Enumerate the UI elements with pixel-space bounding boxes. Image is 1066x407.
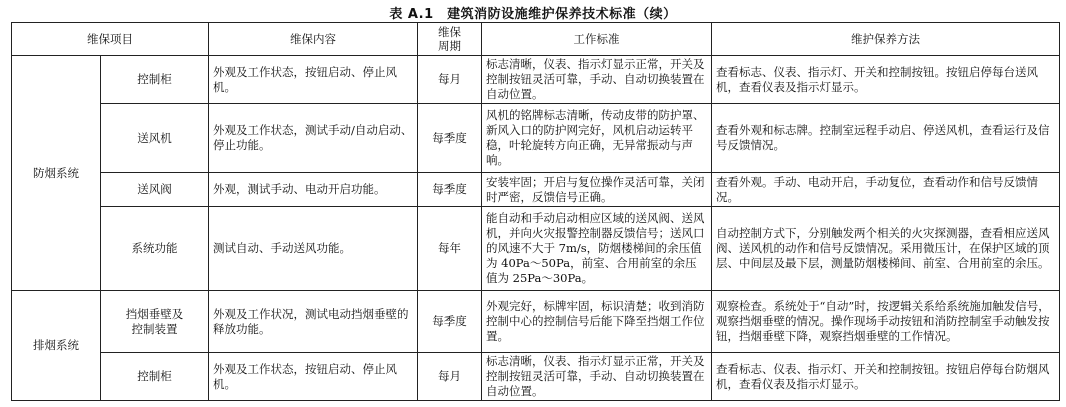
standard-cell: 外观完好，标牌牢固，标识清楚；收到消防控制中心的控制信号后能下降至挡烟工作位置。 [482, 291, 712, 353]
method-cell: 查看外观和标志牌。控制室远程手动启、停送风机，查看运行及信号反馈情况。 [712, 104, 1060, 173]
table-row [12, 56, 1060, 104]
table-caption: 表 A.1 建筑消防设施维护保养技术标准（续） [389, 7, 677, 22]
header-method: 维护保养方法 [712, 23, 1060, 56]
header-standard: 工作标准 [482, 23, 712, 56]
content-cell: 外观及工作状态，测试手动/自动启动、停止功能。 [209, 104, 418, 173]
standard-cell: 风机的铭牌标志清晰，传动皮带的防护罩、新风入口的防护网完好，风机启动运转平稳，叶轮旋转方向正确，无异常振动与声响。 [482, 104, 712, 173]
item-cell: 控制柜 [101, 56, 209, 104]
method-cell: 查看标志、仪表、指示灯、开关和控制按钮。按钮启停每台送风机，查看仪表及指示灯显示。 [712, 56, 1060, 104]
header-cycle: 维保 周期 [418, 23, 482, 56]
group-smoke-prevention: 防烟系统 [12, 56, 101, 291]
content-cell: 测试自动、手动送风功能。 [209, 207, 418, 291]
header-content: 维保内容 [209, 23, 418, 56]
cycle-cell: 每季度 [418, 104, 482, 173]
method-cell: 查看外观。手动、电动开启，手动复位，查看动作和信号反馈情况。 [712, 173, 1060, 207]
method-cell: 观察检查。系统处于“自动”时，按逻辑关系给系统施加触发信号，观察挡烟垂壁的情况。操作现场手动按钮和消防控制室手动触发按钮，挡烟垂壁下降，观察挡烟垂壁的工作情况。 [712, 291, 1060, 353]
maintenance-standard-table [11, 22, 1060, 401]
content-cell: 外观及工作状态，按钮启动、停止风机。 [209, 353, 418, 401]
standard-cell: 能自动和手动启动相应区域的送风阀、送风机，并向火灾报警控制器反馈信号；送风口的风速不大于 7m/s，防烟楼梯间的余压值为 40Pa～50Pa，前室、合用前室的余压值为 25Pa～30Pa。 [482, 207, 712, 291]
method-cell: 自动控制方式下，分别触发两个相关的火灾探测器，查看相应送风阀、送风机的动作和信号反馈情况。采用微压计，在保护区域的顶层、中间层及最下层，测量防烟楼梯间、前室、合用前室的余压。 [712, 207, 1060, 291]
content-cell: 外观，测试手动、电动开启功能。 [209, 173, 418, 207]
cycle-cell: 每月 [418, 353, 482, 401]
header-item: 维保项目 [12, 23, 209, 56]
table-row [12, 353, 1060, 401]
table-row [12, 104, 1060, 173]
item-cell: 控制柜 [101, 353, 209, 401]
item-cell: 送风机 [101, 104, 209, 173]
table-row [12, 173, 1060, 207]
standard-cell: 标志清晰，仪表、指示灯显示正常，开关及控制按钮灵活可靠，手动、自动切换装置在自动位置。 [482, 56, 712, 104]
item-cell: 送风阀 [101, 173, 209, 207]
cycle-cell: 每年 [418, 207, 482, 291]
cycle-cell: 每季度 [418, 173, 482, 207]
content-cell: 外观及工作状况，测试电动挡烟垂壁的释放功能。 [209, 291, 418, 353]
cycle-cell: 每季度 [418, 291, 482, 353]
item-cell: 挡烟垂壁及 控制装置 [101, 291, 209, 353]
group-smoke-exhaust: 排烟系统 [12, 291, 101, 401]
table-row [12, 291, 1060, 353]
method-cell: 查看标志、仪表、指示灯、开关和控制按钮。按钮启停每台防烟风机，查看仪表及指示灯显示。 [712, 353, 1060, 401]
header-row [12, 23, 1060, 56]
standard-cell: 安装牢固；开启与复位操作灵活可靠，关闭时严密，反馈信号正确。 [482, 173, 712, 207]
cycle-cell: 每月 [418, 56, 482, 104]
table-row [12, 207, 1060, 291]
item-cell: 系统功能 [101, 207, 209, 291]
standard-cell: 标志清晰，仪表、指示灯显示正常，开关及控制按钮灵活可靠，手动、自动切换装置在自动位置。 [482, 353, 712, 401]
content-cell: 外观及工作状态，按钮启动、停止风机。 [209, 56, 418, 104]
